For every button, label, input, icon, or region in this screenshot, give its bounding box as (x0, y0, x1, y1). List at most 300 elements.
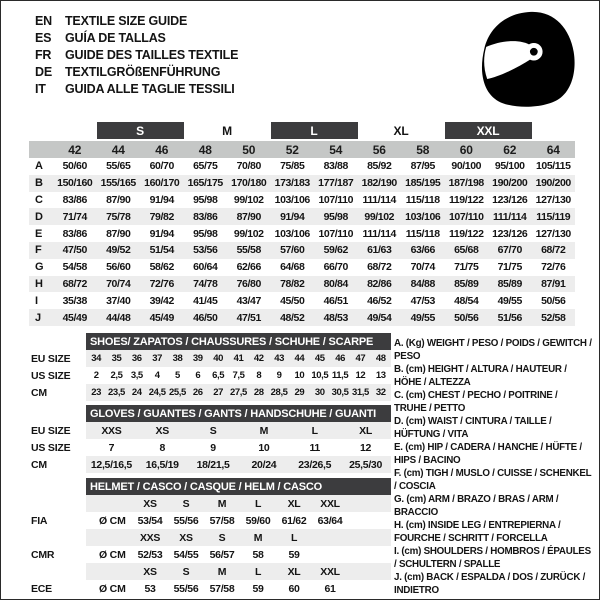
guide-title: TEXTILE SIZE GUIDE (65, 13, 188, 28)
table-cell: 31,5 (351, 387, 369, 398)
table-cell: 24 (131, 387, 142, 398)
row-label-spacer (29, 529, 86, 546)
table-cell: 59 (252, 582, 264, 595)
table-cell: 185/195 (405, 177, 441, 190)
table-cell: 53 (144, 582, 156, 595)
table-row (29, 439, 391, 456)
table-cell: 46/50 (193, 311, 218, 324)
language-row (35, 29, 238, 46)
size-label-cell: L (254, 565, 262, 578)
row-band (86, 367, 391, 384)
legend-item: C. (cm) CHEST / PECHO / POITRINE / TRUHE / PETTO (394, 390, 558, 414)
table-title: GLOVES / GUANTES / GANTS / HANDSCHUHE / GUANTI (86, 405, 391, 422)
eu-size-header: 50 (242, 142, 256, 157)
table-cell: 187/198 (448, 177, 484, 190)
row-letter: D (35, 210, 43, 223)
row-label-spacer (29, 495, 86, 512)
table-cell: XL (359, 424, 372, 437)
guide-title: GUÍA DE TALLAS (65, 30, 166, 45)
table-cell: 87/90 (106, 227, 131, 240)
table-cell: 123/126 (492, 227, 528, 240)
table-cell: 85/92 (367, 160, 392, 173)
size-label-cell: XL (287, 565, 301, 578)
size-label-cell: XS (143, 565, 157, 578)
table-cell: 58 (252, 548, 264, 561)
table-cell: 40 (213, 353, 224, 364)
table-cell: 38 (172, 353, 183, 364)
eu-size-header: 48 (198, 142, 212, 157)
table-cell: 57/58 (209, 582, 235, 595)
table-cell: 68/72 (541, 244, 566, 257)
table-cell: 83/86 (62, 227, 87, 240)
table-cell: 3,5 (130, 370, 143, 381)
standard-label: FIA (31, 514, 48, 527)
table-cell: 119/122 (448, 227, 484, 240)
language-title-list (35, 12, 238, 97)
table-row (29, 309, 575, 326)
guide-title: TEXTILGRÖßENFÜHRUNG (65, 64, 221, 79)
row-band (86, 350, 391, 367)
row-letter: E (35, 227, 43, 240)
table-cell: 27,5 (230, 387, 247, 398)
table-cell: 39/42 (149, 294, 174, 307)
table-cell: 28,5 (270, 387, 288, 398)
eu-size-header: 42 (68, 142, 82, 157)
table-cell: 56/60 (106, 261, 131, 274)
table-cell: 75/85 (280, 160, 305, 173)
racing-helmet-icon (469, 9, 587, 111)
size-label-cell: S (182, 565, 190, 578)
table-cell: 61 (324, 582, 336, 595)
table-cell: 72/76 (149, 277, 174, 290)
table-cell: 76/80 (236, 277, 261, 290)
table-cell: 46 (335, 353, 345, 364)
table-cell: 99/102 (233, 193, 264, 206)
table-cell: 42 (253, 353, 264, 364)
row-band (86, 529, 391, 546)
table-cell: 190/200 (492, 177, 528, 190)
table-cell: 39 (192, 353, 203, 364)
diameter-label: Ø CM (99, 548, 126, 561)
table-cell: 49/55 (497, 294, 522, 307)
table-cell: 115/118 (405, 193, 440, 206)
table-cell: 10 (294, 370, 305, 381)
legend-item: E. (cm) HIP / CADERA / HANCHE / HÜFTE / HIPS / BACINO (394, 442, 582, 466)
table-cell: 70/74 (106, 277, 131, 290)
table-row (29, 259, 575, 276)
table-cell: 20/24 (251, 458, 277, 471)
racing-helmet-icon-svg (469, 9, 587, 111)
table-cell: 37 (152, 353, 163, 364)
guide-title: GUIDE DES TAILLES TEXTILE (65, 47, 239, 62)
row-letter: H (35, 277, 43, 290)
table-cell: 103/106 (274, 227, 310, 240)
size-group-spacer (532, 122, 576, 139)
gloves-size-table (29, 405, 391, 473)
table-cell: 68/72 (367, 261, 392, 274)
table-cell: 127/130 (535, 227, 571, 240)
table-cell: 51/54 (149, 244, 174, 257)
helmet-size-row (29, 563, 391, 580)
table-cell: 9 (276, 370, 282, 381)
language-row (35, 63, 238, 80)
table-cell: 12,5/16,5 (90, 458, 132, 471)
table-cell: 63/64 (317, 514, 343, 527)
table-cell: 48/53 (323, 311, 348, 324)
table-cell: 35 (111, 353, 122, 364)
table-cell: 44 (294, 353, 305, 364)
table-cell: 65/75 (193, 160, 218, 173)
legend-item: D. (cm) WAIST / CINTURA / TAILLE / HÜFTUNG / VITA (394, 416, 552, 440)
legend-item: B. (cm) HEIGHT / ALTURA / HAUTEUR / HÖHE / ALTEZZA (394, 364, 567, 388)
row-band (86, 384, 391, 401)
table-cell: 59/60 (245, 514, 271, 527)
table-cell: 115/118 (405, 227, 440, 240)
row-letter: C (35, 193, 43, 206)
size-header-spacer (29, 141, 53, 158)
table-cell: 52/53 (137, 548, 163, 561)
table-cell: 91/94 (149, 193, 174, 206)
table-cell: 71/74 (62, 210, 87, 223)
table-cell: 55/58 (236, 244, 261, 257)
table-cell: 170/180 (231, 177, 267, 190)
table-cell: 95/98 (193, 227, 218, 240)
table-cell: 107/110 (448, 210, 484, 223)
table-cell: 71/75 (497, 261, 522, 274)
table-row (29, 292, 575, 309)
row-band (86, 580, 391, 597)
eu-size-header: 62 (503, 142, 517, 157)
table-row (29, 350, 391, 367)
table-cell: 70/74 (410, 261, 435, 274)
table-cell: 87/90 (236, 210, 261, 223)
table-cell: 8 (159, 441, 166, 454)
table-row (29, 192, 575, 209)
table-cell: 41 (233, 353, 244, 364)
helmet-value-row (29, 546, 391, 563)
table-cell: 83/86 (62, 193, 87, 206)
eu-size-header: 64 (546, 142, 560, 157)
helmet-size-row (29, 529, 391, 546)
table-cell: 65/68 (454, 244, 479, 257)
table-title: HELMET / CASCO / CASQUE / HELM / CASCO (86, 478, 391, 495)
size-label-cell: XS (143, 497, 157, 510)
standard-label: ECE (31, 582, 52, 595)
table-cell: 103/106 (405, 210, 441, 223)
table-cell: 99/102 (233, 227, 264, 240)
table-cell: 91/94 (149, 227, 174, 240)
guide-title: GUIDA ALLE TAGLIE TESSILI (65, 81, 235, 96)
table-cell: 83/86 (193, 210, 218, 223)
table-cell: 10 (258, 441, 270, 454)
table-cell: 13 (375, 370, 386, 381)
row-band (86, 563, 391, 580)
table-cell: 71/75 (454, 261, 479, 274)
table-cell: 50/60 (62, 160, 87, 173)
table-cell: 10,5 (311, 370, 329, 381)
table-cell: 5 (175, 370, 180, 381)
table-cell: 50/56 (541, 294, 566, 307)
measurement-rows (29, 158, 575, 326)
table-cell: 75/78 (106, 210, 131, 223)
row-label: CM (31, 386, 47, 399)
row-label: EU SIZE (31, 424, 71, 437)
legend-item: G. (cm) ARM / BRAZO / BRAS / ARM / BRACCIO (394, 494, 559, 518)
helmet-value-row (29, 512, 391, 529)
size-label-cell: XXL (320, 497, 340, 510)
row-letter: G (35, 261, 44, 274)
table-cell: 37/40 (106, 294, 131, 307)
table-cell: S (209, 424, 217, 437)
table-cell: 12 (360, 441, 372, 454)
table-cell: 11 (309, 441, 320, 454)
table-cell: 150/160 (57, 177, 93, 190)
table-cell: 119/122 (448, 193, 484, 206)
table-cell: 55/65 (106, 160, 131, 173)
table-cell: 51/56 (497, 311, 522, 324)
eu-size-header: 54 (329, 142, 343, 157)
table-cell: 54/55 (173, 548, 199, 561)
legend-item: I. (cm) SHOULDERS / HOMBROS / ÉPAULES / SCHULTERN / SPALLE (394, 546, 591, 570)
table-cell: 87/91 (541, 277, 566, 290)
size-label-cell: M (217, 565, 227, 578)
language-code: FR (35, 47, 52, 62)
size-label-cell: M (217, 497, 227, 510)
table-cell: 91/94 (280, 210, 305, 223)
table-cell: 95/98 (323, 210, 348, 223)
table-cell: 32 (375, 387, 386, 398)
row-letter: J (35, 311, 41, 324)
table-cell: 68/72 (62, 277, 87, 290)
size-group-label: S (97, 122, 184, 139)
table-cell: 60/70 (149, 160, 174, 173)
table-cell: 83/88 (323, 160, 348, 173)
helmet-value-row (29, 580, 391, 597)
table-cell: 35/38 (62, 294, 87, 307)
table-cell: 46/52 (367, 294, 392, 307)
table-row (29, 158, 575, 175)
size-label-cell: L (290, 531, 298, 544)
table-row (29, 175, 575, 192)
table-cell: 49/54 (367, 311, 392, 324)
helmet-size-row (29, 495, 391, 512)
table-cell: 87/90 (106, 193, 131, 206)
language-code: EN (35, 13, 52, 28)
table-cell: 84/88 (410, 277, 435, 290)
eu-size-header: 60 (459, 142, 473, 157)
table-cell: 62/66 (236, 261, 261, 274)
table-cell: 107/110 (318, 193, 354, 206)
table-cell: 127/130 (535, 193, 571, 206)
table-cell: 57/58 (209, 514, 235, 527)
table-cell: 49/52 (106, 244, 131, 257)
table-cell: 2 (93, 370, 99, 381)
row-band (86, 456, 391, 473)
table-row (29, 384, 391, 401)
eu-size-header: 58 (416, 142, 430, 157)
table-cell: 6 (195, 370, 201, 381)
language-code: IT (35, 81, 46, 96)
table-cell: 111/114 (362, 193, 396, 206)
table-cell: M (259, 424, 269, 437)
table-cell: L (311, 424, 318, 437)
row-band (86, 512, 391, 529)
table-cell: 59/62 (323, 244, 348, 257)
standard-label: CMR (31, 548, 55, 561)
language-row (35, 80, 238, 97)
table-cell: 45 (314, 353, 325, 364)
table-cell: 52/58 (541, 311, 566, 324)
legend-item: J. (cm) BACK / ESPALDA / DOS / ZURÜCK / INDIETRO (394, 572, 586, 596)
table-cell: 48/52 (280, 311, 305, 324)
table-cell: 41/45 (193, 294, 218, 307)
row-letter: A (35, 160, 43, 173)
table-cell: 47/53 (410, 294, 435, 307)
table-cell: 27 (213, 387, 224, 398)
table-cell: 2,5 (110, 370, 123, 381)
table-cell: 34 (91, 353, 102, 364)
row-letter: I (35, 294, 38, 307)
table-cell: 90/100 (451, 160, 482, 173)
table-row (29, 456, 391, 473)
table-cell: 85/89 (454, 277, 479, 290)
eu-size-header: 56 (372, 142, 386, 157)
table-cell: 47/51 (236, 311, 261, 324)
table-cell: 103/106 (274, 193, 310, 206)
size-label-cell: XL (287, 497, 301, 510)
table-row (29, 276, 575, 293)
table-cell: 47 (355, 353, 366, 364)
eu-size-header: 52 (285, 142, 299, 157)
table-cell: 70/80 (236, 160, 261, 173)
table-row (29, 225, 575, 242)
table-cell: 45/49 (62, 311, 87, 324)
table-cell: 111/114 (362, 227, 396, 240)
diameter-label: Ø CM (99, 582, 126, 595)
shoes-size-table (29, 333, 391, 401)
table-row (29, 208, 575, 225)
table-cell: 4 (154, 370, 160, 381)
eu-size-header: 44 (111, 142, 125, 157)
size-group-row (29, 122, 575, 139)
table-cell: 28 (253, 387, 264, 398)
table-cell: 54/58 (62, 261, 87, 274)
table-cell: 48 (375, 353, 386, 364)
table-cell: 80/84 (323, 277, 348, 290)
table-cell: 60/64 (193, 261, 218, 274)
size-label-cell: M (253, 531, 263, 544)
table-cell: 79/82 (149, 210, 174, 223)
size-group-label: L (271, 122, 358, 139)
table-cell: 7,5 (232, 370, 245, 381)
size-group-spacer (29, 122, 97, 139)
table-cell: 190/200 (535, 177, 571, 190)
table-cell: 24,5 (148, 387, 166, 398)
row-label: EU SIZE (31, 352, 71, 365)
table-cell: 46/51 (323, 294, 348, 307)
table-cell: 57/60 (280, 244, 305, 257)
row-letter: F (35, 244, 42, 257)
table-cell: 9 (210, 441, 216, 454)
table-cell: 7 (108, 441, 115, 454)
row-band (86, 495, 391, 512)
table-cell: 115/119 (536, 210, 571, 223)
table-cell: 182/190 (361, 177, 397, 190)
table-cell: 45/49 (149, 311, 174, 324)
table-row (29, 367, 391, 384)
table-cell: 160/170 (144, 177, 180, 190)
legend-item: H. (cm) INSIDE LEG / ENTREPIERNA / FOURCHE / SCHRITT / FORCELLA (394, 520, 561, 544)
size-label-cell: S (218, 531, 226, 544)
table-cell: 85/89 (497, 277, 522, 290)
table-cell: 48/54 (454, 294, 479, 307)
row-label: US SIZE (31, 369, 71, 382)
table-cell: 47/50 (62, 244, 87, 257)
table-cell: 18/21,5 (196, 458, 230, 471)
table-title: SHOES/ ZAPATOS / CHAUSSURES / SCHUHE / SCARPE (86, 333, 391, 350)
table-cell: 82/86 (367, 277, 392, 290)
table-row (29, 242, 575, 259)
legend-item: F. (cm) TIGH / MUSLO / CUISSE / SCHENKEL / COSCIA (394, 468, 592, 492)
table-cell: 55/56 (173, 582, 199, 595)
size-label-cell: XXS (139, 531, 161, 544)
table-cell: 87/95 (410, 160, 435, 173)
diameter-label: Ø CM (99, 514, 126, 527)
table-cell: 58/62 (149, 261, 174, 274)
table-cell: 61/62 (281, 514, 307, 527)
row-label: CM (31, 458, 47, 471)
size-group-label: XXL (445, 122, 532, 139)
table-cell: 66/70 (323, 261, 348, 274)
size-group-label: M (222, 123, 232, 138)
table-cell: 107/110 (318, 227, 354, 240)
table-cell: 95/100 (494, 160, 525, 173)
table-cell: 44/48 (106, 311, 131, 324)
eu-size-header: 46 (155, 142, 169, 157)
table-cell: 16,5/19 (145, 458, 179, 471)
table-cell: 49/55 (410, 311, 435, 324)
table-cell: 95/98 (193, 193, 218, 206)
table-cell: 74/78 (193, 277, 218, 290)
row-label: US SIZE (31, 441, 71, 454)
table-cell: 45/50 (280, 294, 305, 307)
row-band (86, 422, 391, 439)
table-cell: 64/68 (280, 261, 305, 274)
table-cell: 55/56 (173, 514, 199, 527)
eu-size-header-row (29, 141, 575, 158)
table-cell: 25,5/30 (349, 458, 383, 471)
row-label-spacer (29, 563, 86, 580)
table-row (29, 422, 391, 439)
table-cell: 60 (288, 582, 300, 595)
table-cell: 43/47 (236, 294, 261, 307)
table-cell: 43 (274, 353, 284, 364)
table-cell: 123/126 (492, 193, 528, 206)
helmet-size-table (29, 478, 391, 597)
row-band (86, 439, 391, 456)
table-cell: 36 (131, 353, 142, 364)
row-letter: B (35, 177, 43, 190)
table-cell: 53/56 (193, 244, 218, 257)
table-cell: 61/63 (367, 244, 392, 257)
row-band (86, 546, 391, 563)
table-cell: 11,5 (331, 370, 349, 381)
garment-size-table (29, 122, 575, 326)
table-cell: 30 (314, 387, 325, 398)
table-cell: 111/114 (493, 210, 527, 223)
table-cell: 59 (288, 548, 300, 561)
table-cell: XS (155, 424, 169, 437)
